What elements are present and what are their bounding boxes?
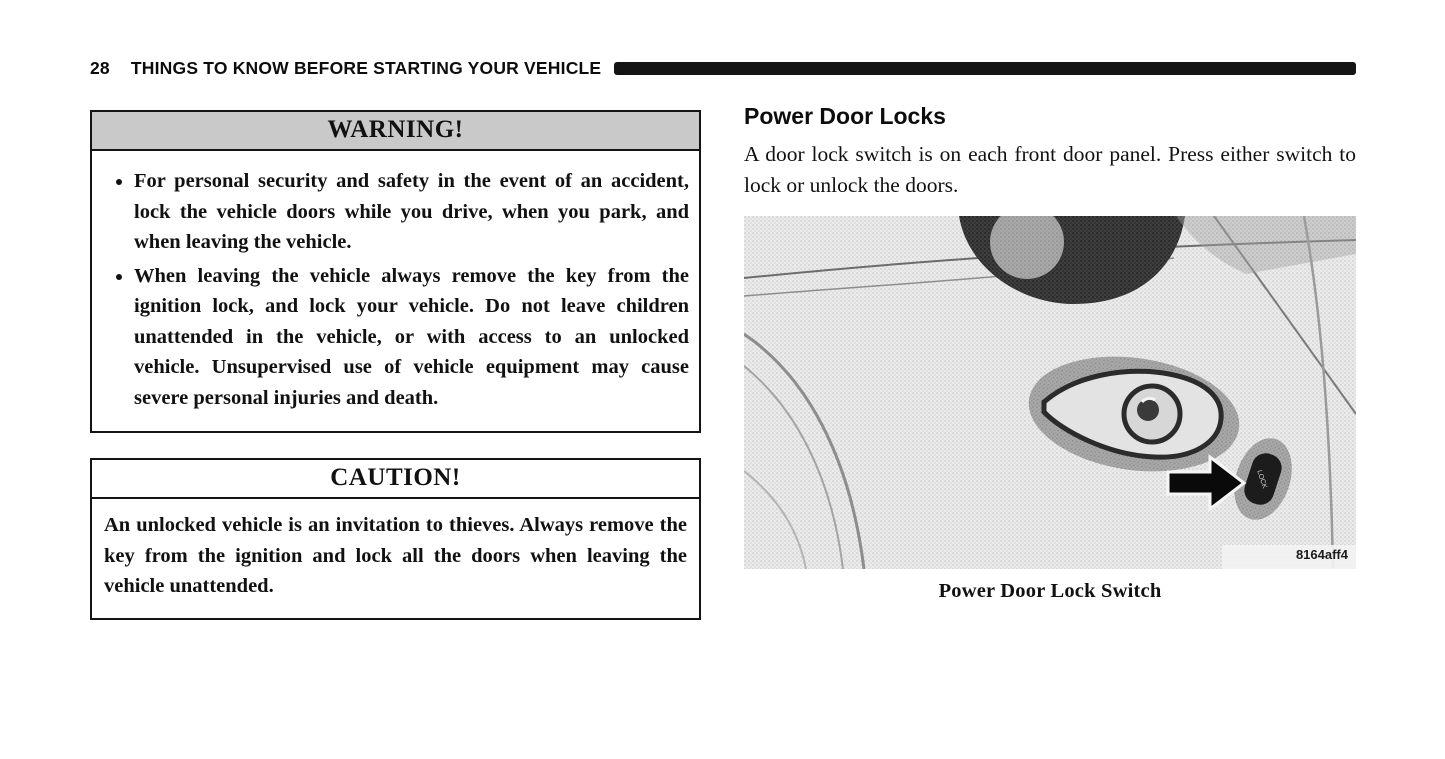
warning-bullet-2: • When leaving the vehicle always remove the key from the ignition lock, and lock your vehicle. Do not leave children unattended in the vehicle, or with access to an unlocked vehicle. Unsupervised use of vehicle equipment may cause severe personal injuries and death. [134,261,689,414]
lock-switch-label: LOCK [1255,469,1268,490]
power-door-lock-photo [744,216,1356,569]
header-rule-bar [614,62,1356,75]
section-body-text: A door lock switch is on each front door panel. Press either switch to lock or unlock the doors. [744,142,1356,197]
power-door-lock-figure [744,216,1356,603]
warning-bullet-list [92,166,689,413]
keyhole [1137,399,1159,421]
figure-caption: Power Door Lock Switch [938,580,1162,602]
page-number: 28 [90,58,110,78]
warning-bullet-1: • For personal security and safety in the event of an accident, lock the vehicle doors while you drive, when you park, and when leaving the vehicle. [134,166,689,258]
caution-body-text: An unlocked vehicle is an invitation to thieves. Always remove the key from the ignition and lock all the doors when leaving the vehicle unattended. [104,514,687,597]
page-header [90,58,1356,79]
warning-title: WARNING! [92,112,699,151]
page-title: THINGS TO KNOW BEFORE STARTING YOUR VEHICLE [130,58,602,78]
caution-box [90,458,701,620]
warning-box [90,110,701,433]
left-column [90,110,701,620]
caution-title: CAUTION! [92,460,699,499]
right-column [744,103,1356,603]
figure-code: 8164aff4 [1295,547,1348,562]
section-heading: Power Door Locks [744,103,946,129]
